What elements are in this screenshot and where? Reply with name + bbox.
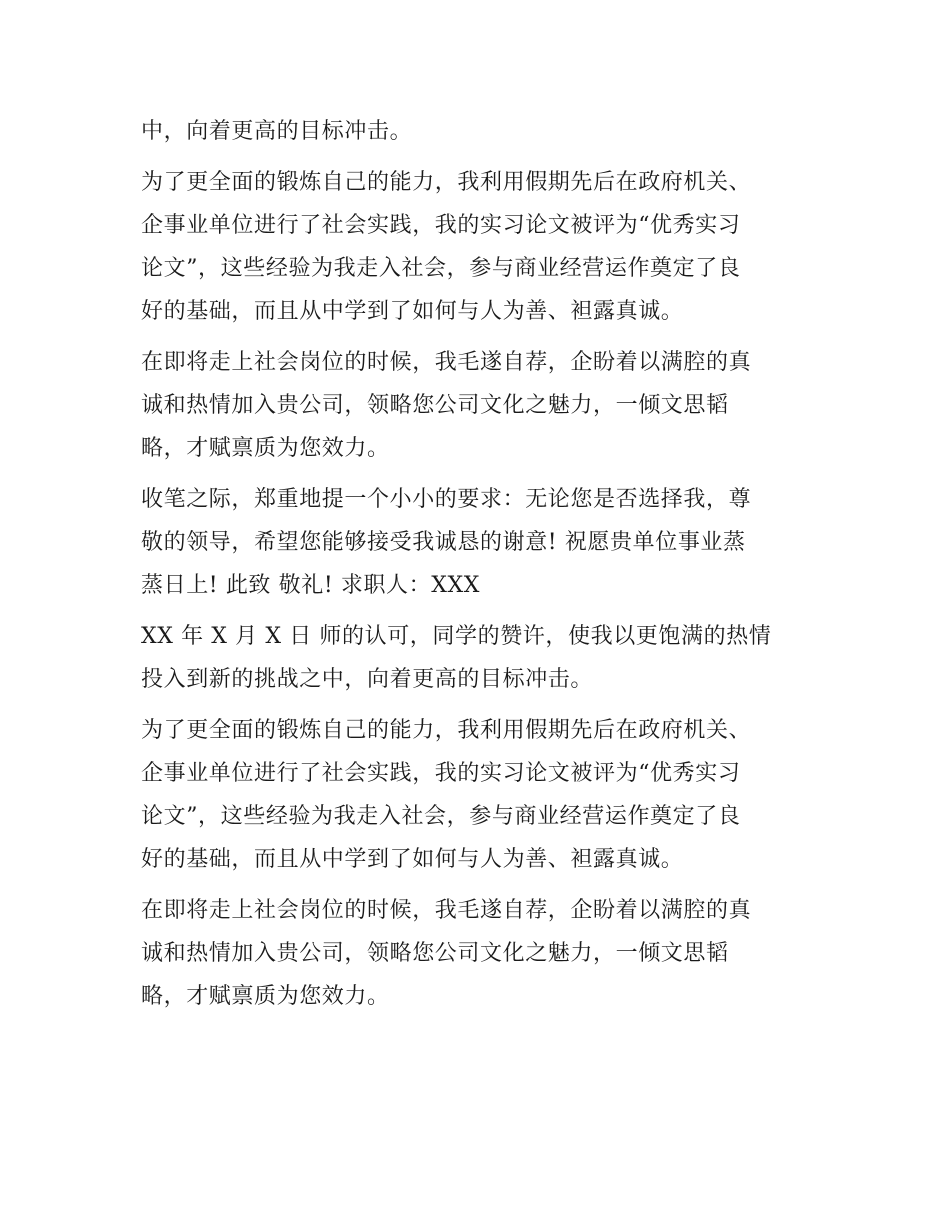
text-line: 投入到新的挑战之中，向着更高的目标冲击。 (141, 667, 594, 692)
text-line: 诚和热情加入贵公司，领略您公司文化之魅力，一倾文思韬 (141, 941, 729, 966)
paragraph-3 (141, 341, 821, 470)
text-line: 蒸日上! 此致 敬礼! 求职人：XXX (141, 573, 481, 598)
text-line: 好的基础，而且从中学到了如何与人为善、袒露真诚。 (141, 299, 684, 324)
paragraph-6 (141, 709, 821, 881)
paragraph-7 (141, 889, 821, 1018)
text-line: 好的基础，而且从中学到了如何与人为善、袒露真诚。 (141, 847, 684, 872)
text-line: 略，才赋禀质为您效力。 (141, 436, 390, 461)
text-line: 收笔之际，郑重地提一个小小的要求：无论您是否选择我，尊 (141, 487, 752, 512)
paragraph-2 (141, 161, 821, 333)
text-line: 在即将走上社会岗位的时候，我毛遂自荐，企盼着以满腔的真 (141, 350, 752, 375)
text-line: 论文”，这些经验为我走入社会，参与商业经营运作奠定了良 (141, 256, 741, 281)
text-line: 为了更全面的锻炼自己的能力，我利用假期先后在政府机关、 (141, 718, 752, 743)
text-line: 略，才赋禀质为您效力。 (141, 984, 390, 1009)
text-line: 企事业单位进行了社会实践，我的实习论文被评为“优秀实习 (141, 213, 741, 238)
text-line: XX 年 X 月 X 日 师的认可，同学的赞许，使我以更饱满的热情 (141, 624, 772, 649)
paragraph-5 (141, 615, 821, 701)
text-line: 中，向着更高的目标冲击。 (141, 119, 413, 144)
document-body (141, 110, 821, 1018)
text-line: 为了更全面的锻炼自己的能力，我利用假期先后在政府机关、 (141, 170, 752, 195)
paragraph-4 (141, 478, 821, 607)
text-line: 在即将走上社会岗位的时候，我毛遂自荐，企盼着以满腔的真 (141, 898, 752, 923)
text-line: 诚和热情加入贵公司，领略您公司文化之魅力，一倾文思韬 (141, 393, 729, 418)
text-line: 敬的领导，希望您能够接受我诚恳的谢意! 祝愿贵单位事业蒸 (141, 530, 746, 555)
paragraph-1 (141, 110, 821, 153)
text-line: 论文”，这些经验为我走入社会，参与商业经营运作奠定了良 (141, 804, 741, 829)
text-line: 企事业单位进行了社会实践，我的实习论文被评为“优秀实习 (141, 761, 741, 786)
